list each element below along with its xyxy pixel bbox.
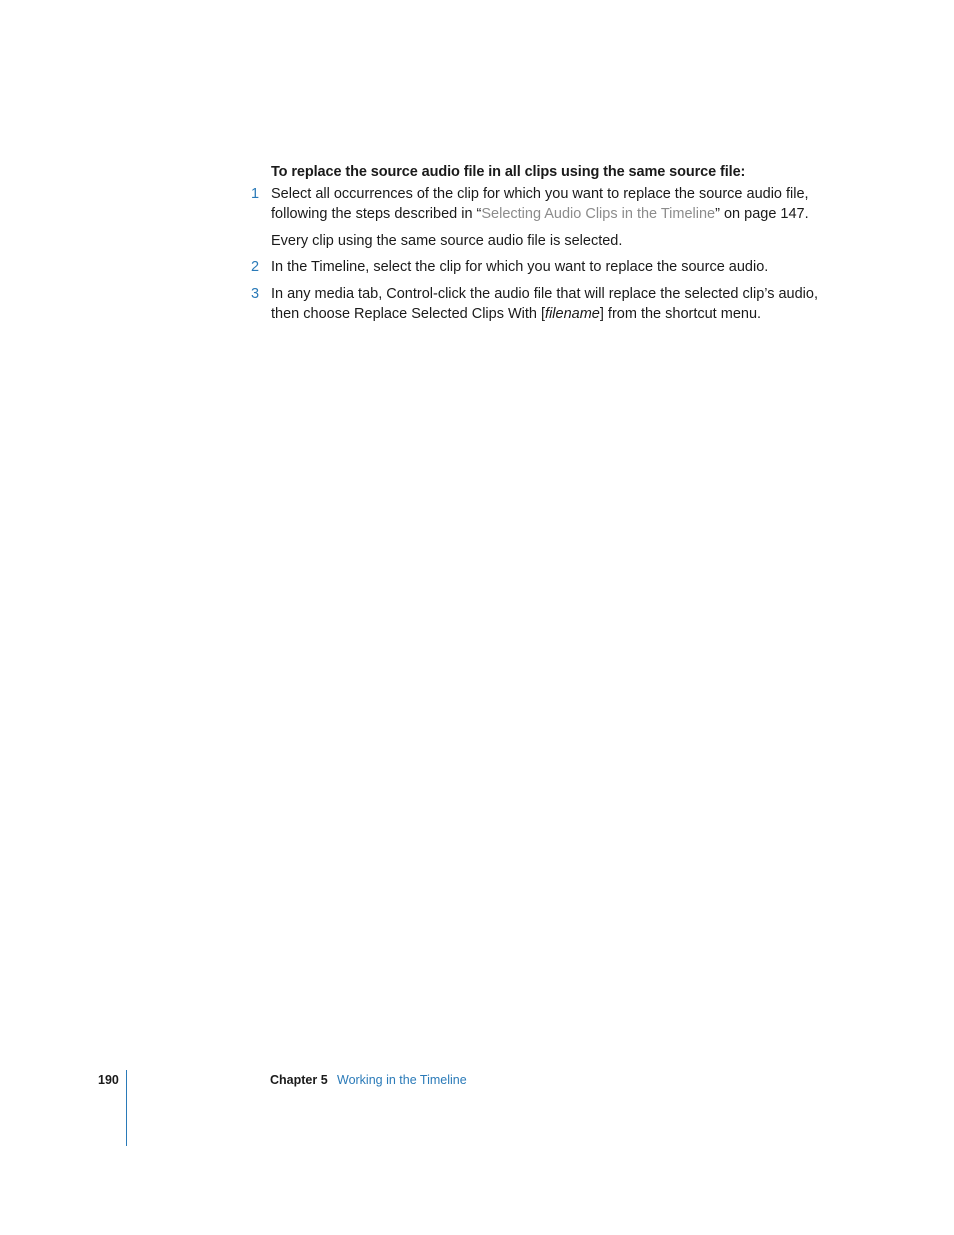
chapter-title-link[interactable]: Working in the Timeline	[337, 1073, 467, 1087]
step-1	[251, 184, 831, 225]
step-number: 2	[251, 259, 260, 275]
step-text: Select all occurrences of the clip for which you want to replace the source audio file, following the steps described in “	[271, 185, 809, 222]
step-number: 1	[251, 185, 260, 202]
page-footer	[0, 1072, 954, 1092]
page-content	[251, 162, 831, 325]
step-number: 3	[251, 285, 260, 302]
step-result: Every clip using the same source audio file is selected.	[271, 232, 623, 249]
step-2	[251, 257, 831, 278]
page-number: 190	[98, 1073, 119, 1087]
cross-reference-link[interactable]: Selecting Audio Clips in the Timeline	[481, 206, 716, 222]
chapter-label: Chapter 5	[270, 1073, 328, 1087]
step-3	[251, 284, 831, 325]
step-text: ” on page 147.	[715, 206, 809, 222]
step-text: ] from the shortcut menu.	[599, 306, 762, 322]
task-heading: To replace the source audio file in all clips using the same source file:	[271, 164, 746, 180]
step-text: In the Timeline, select the clip for which you want to replace the source audio.	[271, 259, 769, 275]
step-text: In any media tab, Control-click the audio file that will replace the selected clip’s audio, then choose Replace Selected Clips With [	[271, 285, 818, 322]
filename-placeholder: filename	[545, 306, 600, 322]
